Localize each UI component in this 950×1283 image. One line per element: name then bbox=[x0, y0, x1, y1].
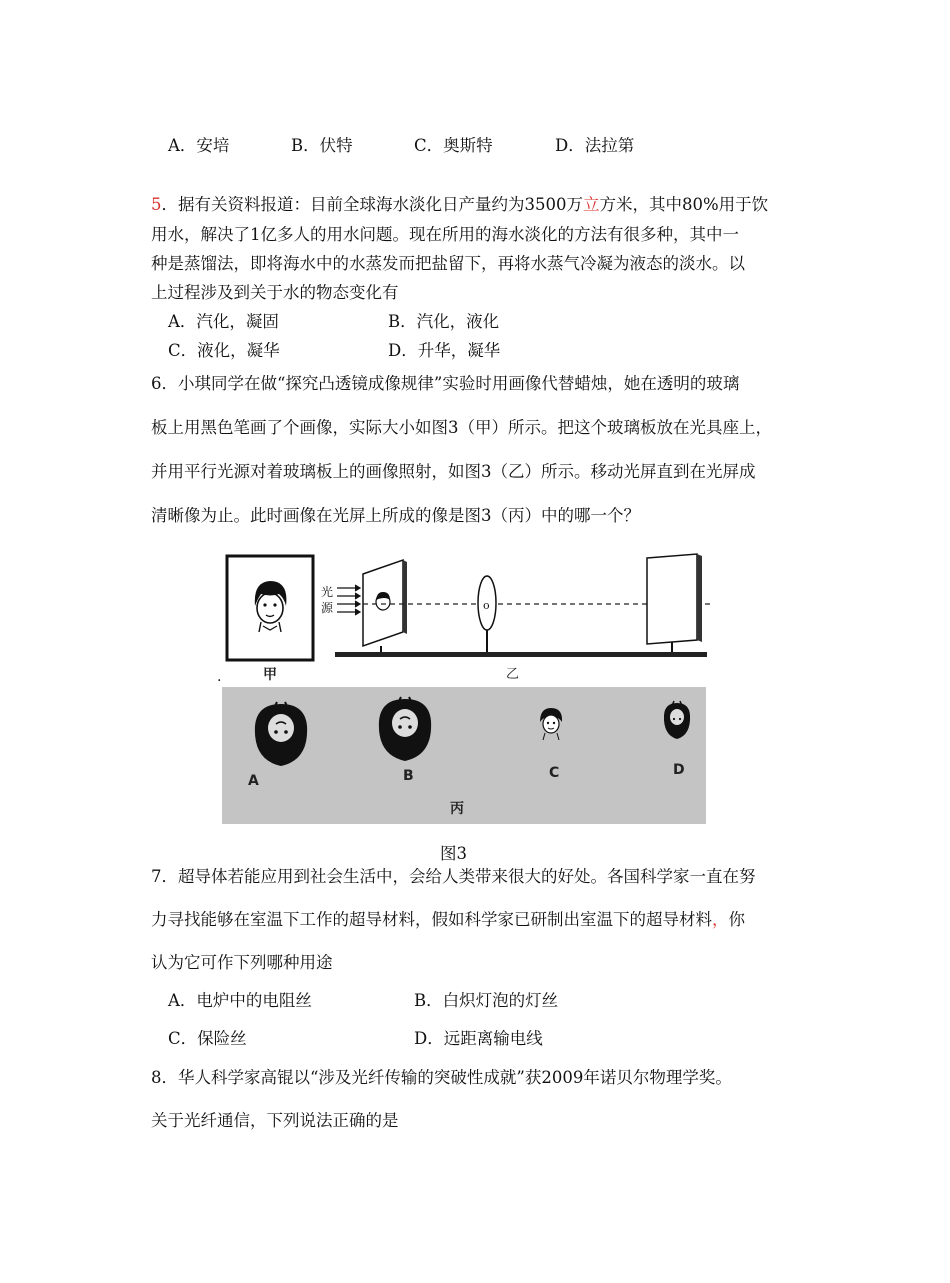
choice-c-label: C bbox=[549, 765, 560, 781]
q7-line-1: 7．超导体若能应用到社会生活中，会给人类带来很大的好处。各国科学家一直在努 bbox=[151, 867, 756, 886]
glass-plate bbox=[363, 560, 403, 646]
jia-frame bbox=[227, 556, 313, 660]
q4-option-a: A．安培 bbox=[168, 136, 230, 155]
figure-caption: 图3 bbox=[440, 844, 467, 863]
q5-option-d: D．升华，凝华 bbox=[388, 341, 501, 360]
q8-line-1: 8．华人科学家高锟以“涉及光纤传输的突破性成就”获2009年诺贝尔物理学奖。 bbox=[151, 1068, 732, 1087]
label-bing: 丙 bbox=[450, 801, 464, 817]
q5-line-4: 上过程涉及到关于水的物态变化有 bbox=[151, 283, 399, 302]
label-yi: 乙 bbox=[506, 667, 520, 682]
choice-c-image-icon bbox=[540, 708, 562, 740]
light-screen bbox=[647, 554, 697, 644]
light-source-label-1: 光 bbox=[321, 585, 334, 599]
q6-line-2: 板上用黑色笔画了个画像，实际大小如图3（甲）所示。把这个玻璃板放在光具座上， bbox=[151, 418, 772, 437]
q7-option-c: C．保险丝 bbox=[168, 1029, 247, 1048]
choice-a-label: A bbox=[248, 773, 259, 789]
q7-line2-red: ， bbox=[712, 910, 729, 929]
q5-option-a: A．汽化，凝固 bbox=[168, 312, 279, 331]
q5-line1-post: 方米，其中80%用于饮 bbox=[599, 195, 769, 214]
q8-line-2: 关于光纤通信，下列说法正确的是 bbox=[151, 1111, 399, 1130]
bing-choices bbox=[222, 687, 706, 824]
q5-line1-pre: ．据有关资料报道：目前全球海水淡化日产量约为3500万 bbox=[161, 195, 583, 214]
q5-number: 5 bbox=[151, 195, 162, 214]
q5-line-3: 种是蒸馏法，即将海水中的水蒸发而把盐留下，再将水蒸气冷凝为液态的淡水。以 bbox=[151, 254, 745, 273]
q7-option-a: A．电炉中的电阻丝 bbox=[168, 991, 312, 1010]
q7-line-2 bbox=[151, 910, 745, 930]
figure-bing-panel bbox=[222, 687, 706, 824]
q7-line-3: 认为它可作下列哪种用途 bbox=[151, 953, 333, 972]
glass-plate-edge bbox=[403, 560, 407, 634]
choice-b-label: B bbox=[403, 768, 414, 784]
q5-line-2: 用水，解决了1亿多人的用水问题。现在所用的海水淡化的方法有很多种，其中一 bbox=[151, 225, 739, 244]
q7-line2-pre: 力寻找能够在室温下工作的超导材料，假如科学家已研制出室温下的超导材料 bbox=[151, 910, 712, 929]
q5-line-1 bbox=[151, 195, 768, 215]
choice-d-label: D bbox=[673, 762, 685, 778]
q5-option-c: C．液化，凝华 bbox=[168, 341, 280, 360]
choice-b-image-icon bbox=[379, 697, 431, 761]
choice-d-image-icon bbox=[664, 701, 690, 739]
q7-line2-post: 你 bbox=[728, 910, 745, 929]
q4-option-c: C．奥斯特 bbox=[414, 136, 493, 155]
q6-line-1: 6．小琪同学在做“探究凸透镜成像规律”实验时用画像代替蜡烛，她在透明的玻璃 bbox=[151, 374, 740, 393]
figure-dot: . bbox=[217, 669, 222, 685]
q4-option-d: D．法拉第 bbox=[555, 136, 635, 155]
q6-line-3: 并用平行光源对着玻璃板上的画像照射，如图3（乙）所示。移动光屏直到在光屏成 bbox=[151, 462, 756, 481]
q5-option-b: B．汽化，液化 bbox=[388, 312, 500, 331]
q7-option-b: B．白炽灯泡的灯丝 bbox=[414, 991, 559, 1010]
q6-line-4: 清晰像为止。此时画像在光屏上所成的像是图3（丙）中的哪一个？ bbox=[151, 506, 640, 525]
q5-line1-red: 立 bbox=[583, 195, 600, 214]
q4-option-b: B．伏特 bbox=[291, 136, 353, 155]
light-source-label-2: 源 bbox=[321, 601, 334, 615]
label-jia: 甲 bbox=[263, 667, 277, 683]
optical-bench bbox=[335, 652, 707, 657]
q7-option-d: D．远距离输电线 bbox=[414, 1029, 543, 1048]
choice-a-image-icon bbox=[255, 702, 307, 766]
light-rays bbox=[337, 585, 360, 615]
figure-3-top bbox=[215, 548, 715, 688]
lens-mark: o bbox=[483, 599, 490, 612]
